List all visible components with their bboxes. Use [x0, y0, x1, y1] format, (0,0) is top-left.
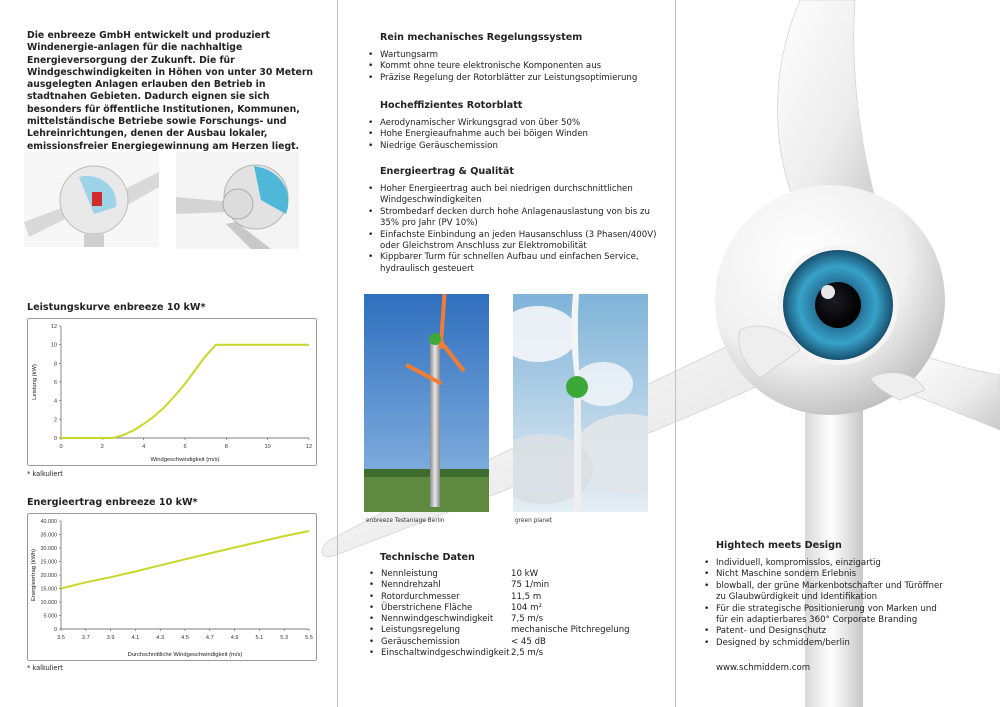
- tech-value: 2,5 m/s: [511, 648, 544, 659]
- y-axis-label: Leistung (kW): [32, 364, 38, 400]
- chart-frame: [28, 319, 317, 466]
- x-tick-label: 4.7: [205, 635, 214, 641]
- x-tick-label: 4.9: [230, 635, 239, 641]
- list-item: • Hoher Energieertrag auch bei niedrigen durchschnittlichen Windgeschwindigkeiten: [380, 184, 664, 207]
- y-tick-label: 30.000: [40, 546, 57, 552]
- tech-row: [368, 569, 630, 580]
- y-tick-label: 0: [54, 627, 57, 633]
- tech-row: [368, 648, 630, 659]
- x-tick-label: 8: [224, 444, 228, 450]
- list-item: • Kommt ohne teure elektronische Komponenten aus: [380, 61, 680, 72]
- x-tick-label: 3.5: [57, 635, 65, 641]
- y-tick-label: 15.000: [40, 586, 57, 593]
- chart1-footnote: * kalkuliert: [27, 470, 63, 478]
- tech-data-table: [368, 569, 630, 659]
- section-blade-list: [366, 118, 680, 152]
- y-tick-label: 25.000: [40, 559, 57, 566]
- intro-text: Die enbreeze GmbH entwickelt und produziert Windenergie-anlagen für die nachhaltige Energieversorgung der Zukunft. Die für Windgeschwindigkeiten in Höhen von unter 30 Metern ausgelegten Anlagen erlauben den Betrieb in stadtnahen Gebieten. Dadurch eignen sie sich besonders für öffentliche Institutionen, Kommunen, mittelständische Betriebe sowie Forschungs- und Lehreinrichtungen, denen der Ausbau lokaler, emissionsfreier Energiegewinnung am Herzen liegt.: [27, 30, 314, 152]
- y-tick-label: 10.000: [40, 600, 57, 606]
- tech-row: [368, 592, 630, 603]
- x-tick-label: 4.5: [181, 635, 189, 641]
- nacelle-detail-render-2: [176, 152, 299, 249]
- y-axis-label: Energieertrag (kWh): [31, 548, 37, 602]
- tech-key: • Geräuschemission: [368, 637, 511, 648]
- design-title: Hightech meets Design: [716, 540, 842, 551]
- tech-key: • Nenndrehzahl: [368, 580, 511, 591]
- nacelle-detail-render-1: [24, 152, 159, 247]
- y-tick-label: 5.000: [43, 613, 57, 620]
- x-tick-label: 4.3: [156, 635, 165, 641]
- fold-line-1: [337, 0, 338, 707]
- list-item: • Wartungsarm: [380, 50, 680, 61]
- y-tick-label: 10: [51, 342, 57, 349]
- list-item: • Aerodynamischer Wirkungsgrad von über 50%: [380, 118, 680, 129]
- x-tick-label: 10: [264, 444, 271, 450]
- x-tick-label: 3.9: [106, 635, 115, 641]
- x-axis-label: Windgeschwindigkeit (m/s): [150, 457, 220, 463]
- list-item: • Für die strategische Positionierung von Marken und für ein adaptierbares 360° Corporate Branding: [716, 604, 944, 627]
- x-tick-label: 12: [305, 444, 313, 450]
- list-item: • Nicht Maschine sondern Erlebnis: [716, 569, 944, 580]
- design-list: [702, 558, 944, 649]
- list-item: • Kippbarer Turm für schnellen Aufbau und einfachen Service, hydraulisch gesteuert: [380, 252, 664, 275]
- power-curve-chart: [27, 318, 317, 466]
- eye-highlight: [821, 285, 835, 299]
- tech-row: [368, 603, 630, 614]
- y-tick-label: 4: [54, 398, 57, 405]
- tech-value: 7,5 m/s: [511, 614, 544, 625]
- x-tick-label: 5.5: [305, 635, 313, 641]
- x-tick-label: 4.1: [131, 635, 140, 641]
- x-tick-label: 0: [59, 444, 63, 450]
- section-blade-title: Hocheffizientes Rotorblatt: [380, 100, 523, 111]
- x-axis-label: Durchschnittliche Windgeschwindigkeit (m/s): [127, 652, 243, 658]
- turbine-tower: [805, 400, 863, 707]
- website-link[interactable]: www.schmiddem.com: [716, 663, 811, 673]
- x-tick-label: 5.1: [255, 635, 264, 641]
- list-item: • Niedrige Geräuschemission: [380, 141, 680, 152]
- tech-value: < 45 dB: [511, 636, 546, 647]
- tech-value: 10 kW: [511, 569, 539, 579]
- y-tick-label: 35.000: [40, 532, 57, 539]
- list-item: • Strombedarf decken durch hohe Anlagenauslastung von bis zu 35% pro Jahr (PV 10%): [380, 207, 664, 230]
- tech-row: [368, 625, 630, 636]
- x-tick-label: 4: [142, 444, 146, 450]
- list-item: • Designed by schmiddem/berlin: [716, 638, 944, 649]
- list-item: • Einfachste Einbindung an jeden Hausanschluss (3 Phasen/400V) oder Gleichstrom Anschluss zur Elektromobilität: [380, 230, 664, 253]
- section-yield-title: Energieertrag & Qualität: [380, 166, 514, 177]
- tech-value: mechanische Pitchregelung: [511, 625, 630, 636]
- photo1-caption: enbreeze Testanlage Berlin: [366, 518, 445, 524]
- list-item: • Präzise Regelung der Rotorblätter zur Leistungsoptimierung: [380, 73, 680, 84]
- y-tick-label: 40.000: [40, 519, 57, 525]
- list-item: • Hohe Energieaufnahme auch bei böigen Winden: [380, 129, 680, 140]
- turbine-blade-top: [778, 0, 881, 215]
- tech-data-title: Technische Daten: [380, 552, 475, 563]
- tech-key: • Leistungsregelung: [368, 625, 511, 636]
- fold-line-2: [675, 0, 676, 707]
- y-tick-label: 2: [54, 417, 57, 424]
- x-tick-label: 5.3: [280, 635, 289, 641]
- y-tick-label: 8: [54, 361, 57, 368]
- y-tick-label: 0: [54, 436, 57, 442]
- photo-green-planet: [513, 294, 648, 512]
- photo-testanlage-berlin: [364, 294, 489, 512]
- list-item: • blowball, der grüne Markenbotschafter und Türöffner zu Glaubwürdigkeit und Identifikation: [716, 581, 944, 604]
- y-tick-label: 20.000: [40, 573, 57, 579]
- tech-key: • Einschaltwindgeschwindigkeit: [368, 648, 511, 659]
- tech-key: • Nennwindgeschwindigkeit: [368, 614, 511, 625]
- section-yield-list: [366, 184, 664, 275]
- section-mechanical-title: Rein mechanisches Regelungssystem: [380, 32, 583, 43]
- energy-yield-chart: [27, 513, 317, 661]
- chart2-heading: Energieertrag enbreeze 10 kW*: [27, 497, 198, 508]
- y-tick-label: 6: [54, 380, 57, 386]
- x-tick-label: 3.7: [81, 635, 90, 641]
- tech-value: 11,5 m: [511, 591, 542, 602]
- tech-key: • Nennleistung: [368, 569, 511, 580]
- y-tick-label: 12: [51, 324, 57, 330]
- list-item: • Individuell, kompromisslos, einzigartig: [716, 558, 944, 569]
- list-item: • Patent- und Designschutz: [716, 626, 944, 637]
- tech-key: • Rotordurchmesser: [368, 592, 511, 603]
- chart2-footnote: * kalkuliert: [27, 664, 63, 672]
- tech-row: [368, 614, 630, 625]
- section-mechanical-list: [366, 50, 680, 84]
- x-tick-label: 6: [183, 444, 187, 450]
- tech-row: [368, 637, 630, 648]
- chart1-heading: Leistungskurve enbreeze 10 kW*: [27, 302, 206, 313]
- tech-key: • Überstrichene Fläche: [368, 603, 511, 614]
- photo2-caption: green planet: [515, 518, 552, 524]
- tech-value: 75 1/min: [511, 580, 550, 591]
- x-tick-label: 2: [100, 444, 104, 450]
- tech-row: [368, 580, 630, 591]
- tech-value: 104 m²: [511, 602, 542, 613]
